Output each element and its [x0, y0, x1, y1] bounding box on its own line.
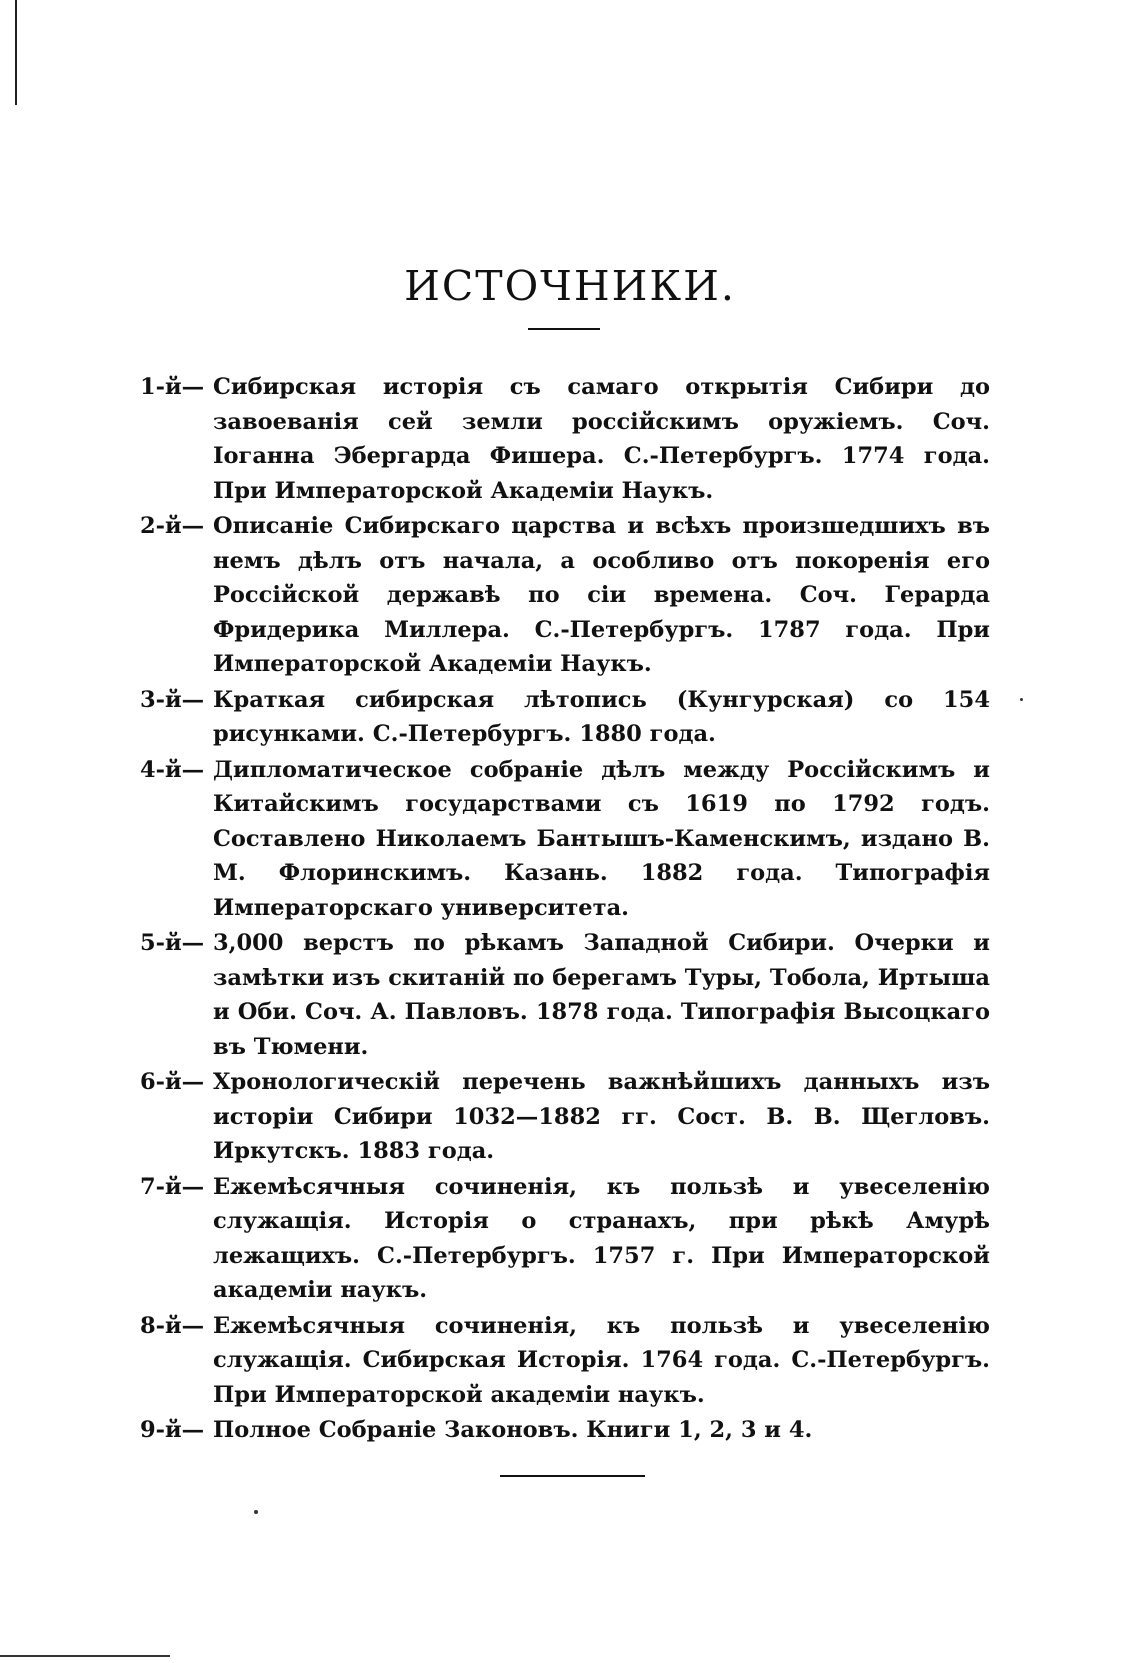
entry-text: Полное Собраніе Законовъ. Книги 1, 2, 3 и 4. — [213, 1417, 813, 1443]
source-entry-4 — [140, 753, 990, 926]
entry-text: Описаніе Сибирскаго царства и всѣхъ произшедшихъ въ немъ дѣлъ отъ начала, а особливо отъ покоренія его Россійской державѣ по сіи времена. Соч. Герарда Фридерика Миллера. С.-Петербургъ. 1787 года. При Императорской Академіи Наукъ. — [213, 513, 990, 677]
entry-text: Дипломатическое собраніе дѣлъ между Россійскимъ и Китайскимъ государствами съ 1619 по 1792 годъ. Составлено Николаемъ Бантышъ-Каменскимъ, издано В. М. Флоринскимъ. Казань. 1882 года. Типографія Императорскаго университета. — [213, 756, 990, 921]
source-entry-6 — [140, 1065, 990, 1169]
source-entry-2 — [140, 509, 990, 682]
print-speck — [1020, 698, 1023, 701]
entry-number: 8-й— — [140, 1312, 205, 1339]
entry-text: 3,000 верстъ по рѣкамъ Западной Сибири. Очерки и замѣтки изъ скитаній по берегамъ Туры, Тобола, Иртыша и Оби. Соч. А. Павловъ. 1878 года. Типографія Высоцкаго въ Тюмени. — [213, 930, 990, 1060]
entry-number: 6-й— — [140, 1069, 205, 1095]
entry-text: Ежемѣсячныя сочиненія, къ пользѣ и увеселенію служащія. Сибирская Исторія. 1764 года. С.-Петербургъ. При Императорской академіи наукъ. — [213, 1312, 990, 1408]
source-entry-5 — [140, 926, 990, 1064]
sources-list — [140, 370, 990, 1449]
print-speck — [254, 1510, 258, 1514]
entry-number: 9-й— — [140, 1417, 205, 1443]
title-rule — [528, 328, 600, 330]
closing-rule — [500, 1475, 645, 1477]
entry-text: Краткая сибирская лѣтопись (Кунгурская) со 154 рисунками. С.-Петербургъ. 1880 года. — [213, 686, 990, 747]
source-entry-1 — [140, 370, 990, 508]
entry-text: Сибирская исторія съ самаго открытія Сибири до завоеванія сей земли россійскимъ оружіемъ. Соч. Іоганна Эбергарда Фишера. С.-Петербургъ. 1774 года. При Императорской Академіи Наукъ. — [213, 374, 990, 504]
source-entry-9 — [140, 1413, 990, 1448]
source-entry-3 — [140, 683, 990, 752]
page-title: ИСТОЧНИКИ. — [404, 262, 736, 310]
entry-text: Ежемѣсячныя сочиненія, къ пользѣ и увеселенію служащія. Исторія о странахъ, при рѣкѣ Амурѣ лежащихъ. С.-Петербургъ. 1757 г. При Императорской академіи наукъ. — [213, 1173, 990, 1303]
page-edge-line — [15, 0, 17, 105]
entry-number: 5-й— — [140, 930, 205, 956]
entry-text: Хронологическій перечень важнѣйшихъ данныхъ изъ исторіи Сибири 1032—1882 гг. Сост. В. В. Щегловъ. Иркутскъ. 1883 года. — [213, 1069, 990, 1164]
entry-number: 7-й— — [140, 1173, 205, 1200]
footer-mark-line — [0, 1655, 170, 1657]
source-entry-8 — [140, 1309, 990, 1413]
entry-number: 3-й— — [140, 686, 205, 713]
entry-number: 4-й— — [140, 756, 205, 783]
entry-number: 2-й— — [140, 513, 205, 539]
entry-number: 1-й— — [140, 374, 205, 400]
source-entry-7 — [140, 1170, 990, 1308]
